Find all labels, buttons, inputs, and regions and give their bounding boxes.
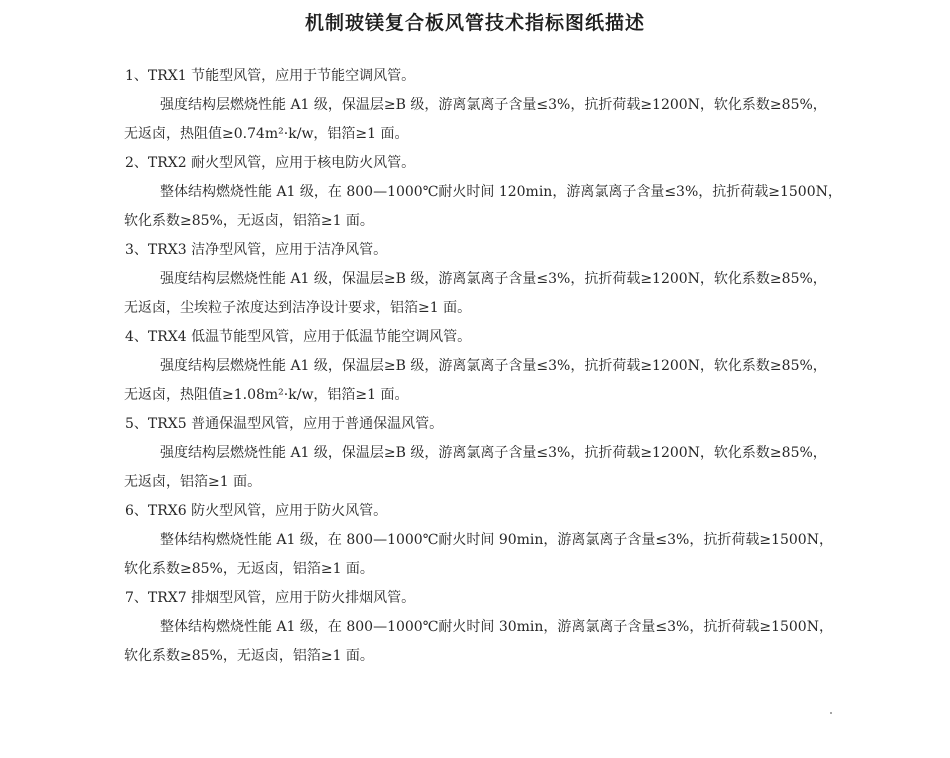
- item-continuation: 无返卤，尘埃粒子浓度达到洁净设计要求，铝箔≥1 面。: [124, 300, 472, 316]
- item-continuation: 无返卤，热阻值≥0.74m²·k/w，铝箔≥1 面。: [124, 126, 409, 142]
- item-heading: 7、TRX7 排烟型风管，应用于防火排烟风管。: [125, 590, 416, 606]
- item-body: 整体结构燃烧性能 A1 级，在 800—1000℃耐火时间 120min，游离氯离子含量≤3%，抗折荷载≥1500N，: [160, 184, 842, 200]
- document-title: 机制玻镁复合板风管技术指标图纸描述: [304, 12, 645, 34]
- item-body: 整体结构燃烧性能 A1 级，在 800—1000℃耐火时间 90min，游离氯离子含量≤3%，抗折荷载≥1500N，: [160, 532, 833, 548]
- spec-item-2: [0, 149, 950, 236]
- item-heading: 1、TRX1 节能型风管，应用于节能空调风管。: [125, 68, 416, 84]
- item-body: 强度结构层燃烧性能 A1 级，保温层≥B 级，游离氯离子含量≤3%，抗折荷载≥1200N，软化系数≥85%，: [160, 445, 827, 461]
- item-heading: 5、TRX5 普通保温型风管，应用于普通保温风管。: [125, 416, 444, 432]
- item-body: 强度结构层燃烧性能 A1 级，保温层≥B 级，游离氯离子含量≤3%，抗折荷载≥1200N，软化系数≥85%，: [160, 97, 827, 113]
- item-continuation: 无返卤，铝箔≥1 面。: [124, 474, 262, 490]
- spec-item-1: [0, 62, 950, 149]
- item-heading: 2、TRX2 耐火型风管，应用于核电防火风管。: [125, 155, 416, 171]
- spec-item-6: [0, 497, 950, 584]
- spec-item-3: [0, 236, 950, 323]
- item-heading: 3、TRX3 洁净型风管，应用于洁净风管。: [125, 242, 388, 258]
- item-continuation: 无返卤，热阻值≥1.08m²·k/w，铝箔≥1 面。: [124, 387, 409, 403]
- item-continuation: 软化系数≥85%，无返卤，铝箔≥1 面。: [124, 561, 374, 577]
- item-heading: 4、TRX4 低温节能型风管，应用于低温节能空调风管。: [125, 329, 472, 345]
- spec-item-4: [0, 323, 950, 410]
- item-continuation: 软化系数≥85%，无返卤，铝箔≥1 面。: [124, 648, 374, 664]
- item-body: 强度结构层燃烧性能 A1 级，保温层≥B 级，游离氯离子含量≤3%，抗折荷载≥1200N，软化系数≥85%，: [160, 271, 827, 287]
- item-body: 整体结构燃烧性能 A1 级，在 800—1000℃耐火时间 30min，游离氯离子含量≤3%，抗折荷载≥1500N，: [160, 619, 833, 635]
- scan-speck: [830, 712, 832, 714]
- item-heading: 6、TRX6 防火型风管，应用于防火风管。: [125, 503, 388, 519]
- spec-item-7: [0, 584, 950, 671]
- spec-item-5: [0, 410, 950, 497]
- document-body: [0, 62, 950, 671]
- item-continuation: 软化系数≥85%，无返卤，铝箔≥1 面。: [124, 213, 374, 229]
- item-body: 强度结构层燃烧性能 A1 级，保温层≥B 级，游离氯离子含量≤3%，抗折荷载≥1200N，软化系数≥85%，: [160, 358, 827, 374]
